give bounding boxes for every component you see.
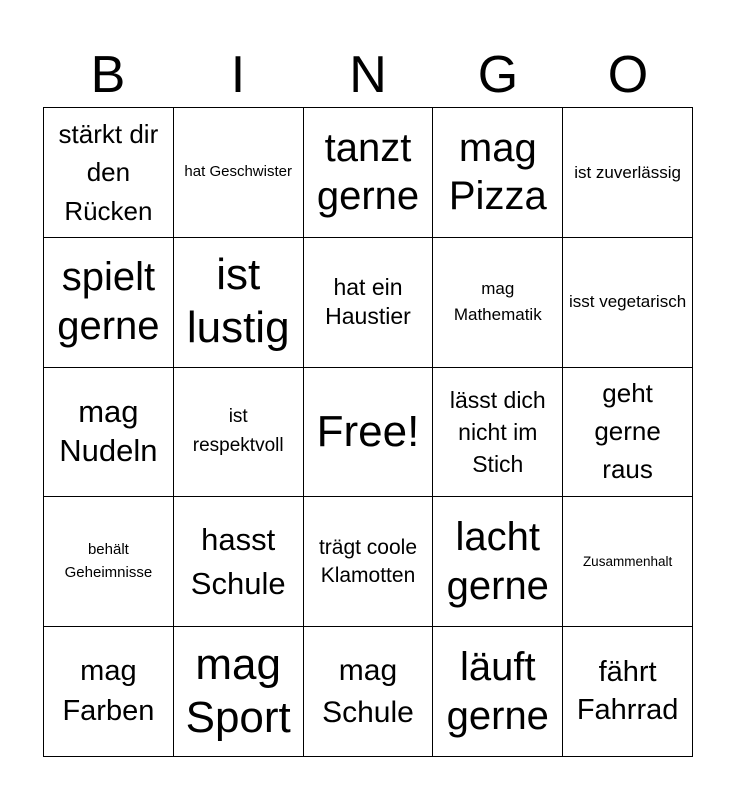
cell-text: Zusammenhalt	[582, 554, 673, 570]
cell-text: hat Geschwister	[184, 163, 292, 181]
bingo-cell[interactable]	[563, 497, 693, 627]
header-letter-o: O	[607, 46, 649, 104]
cell-text: geht gerne raus	[594, 378, 661, 484]
cell-text: mag Nudeln	[59, 394, 158, 468]
bingo-cell[interactable]	[174, 368, 304, 498]
cell-text: lacht gerne	[446, 514, 549, 608]
cell-text: Free!	[316, 406, 420, 456]
cell-text: hat ein Haustier	[325, 273, 411, 330]
cell-text: mag Pizza	[448, 125, 547, 219]
cell-text: isst vegetarisch	[569, 292, 687, 312]
cell-text: mag Mathematik	[453, 278, 542, 325]
cell-text: trägt coole Klamotten	[318, 536, 418, 587]
header-letter-i: I	[230, 46, 246, 104]
bingo-cell[interactable]	[304, 368, 434, 498]
bingo-cell[interactable]	[44, 368, 174, 498]
bingo-cell[interactable]	[304, 238, 434, 368]
cell-text: mag Sport	[185, 639, 291, 742]
cell-text: lässt dich nicht im Stich	[449, 386, 546, 478]
cell-text: ist lustig	[186, 250, 290, 353]
bingo-cell[interactable]	[563, 368, 693, 498]
bingo-cell[interactable]	[174, 627, 304, 757]
bingo-cell[interactable]	[563, 108, 693, 238]
bingo-cell[interactable]	[433, 368, 563, 498]
bingo-cell[interactable]	[174, 238, 304, 368]
bingo-cell[interactable]	[433, 238, 563, 368]
bingo-header	[43, 44, 693, 106]
cell-text: spielt gerne	[57, 255, 160, 349]
bingo-cell[interactable]	[433, 627, 563, 757]
cell-text: stärkt dir den Rücken	[58, 118, 159, 226]
cell-text: mag Schule	[322, 653, 414, 729]
bingo-cell[interactable]	[563, 238, 693, 368]
cell-text: behält Geheimnisse	[64, 541, 153, 581]
bingo-cell[interactable]	[44, 238, 174, 368]
cell-text: läuft gerne	[446, 644, 549, 738]
bingo-grid	[43, 107, 693, 757]
header-letter-g: G	[477, 46, 519, 104]
bingo-cell[interactable]	[174, 497, 304, 627]
cell-text: ist zuverlässig	[574, 162, 681, 182]
bingo-cell[interactable]	[433, 497, 563, 627]
header-letter-b: B	[90, 46, 126, 104]
bingo-cell[interactable]	[304, 108, 434, 238]
bingo-cell[interactable]	[433, 108, 563, 238]
bingo-cell[interactable]	[563, 627, 693, 757]
bingo-cell[interactable]	[44, 108, 174, 238]
header-letter-n: N	[349, 46, 387, 104]
bingo-cell[interactable]	[304, 497, 434, 627]
bingo-cell[interactable]	[304, 627, 434, 757]
bingo-cell[interactable]	[44, 627, 174, 757]
cell-text: tanzt gerne	[316, 125, 420, 219]
bingo-cell[interactable]	[174, 108, 304, 238]
cell-text: ist respektvoll	[192, 406, 284, 456]
cell-text: fährt Fahrrad	[576, 655, 679, 726]
cell-text: hasst Schule	[190, 521, 286, 601]
cell-text: mag Farben	[62, 655, 155, 727]
bingo-cell[interactable]	[44, 497, 174, 627]
